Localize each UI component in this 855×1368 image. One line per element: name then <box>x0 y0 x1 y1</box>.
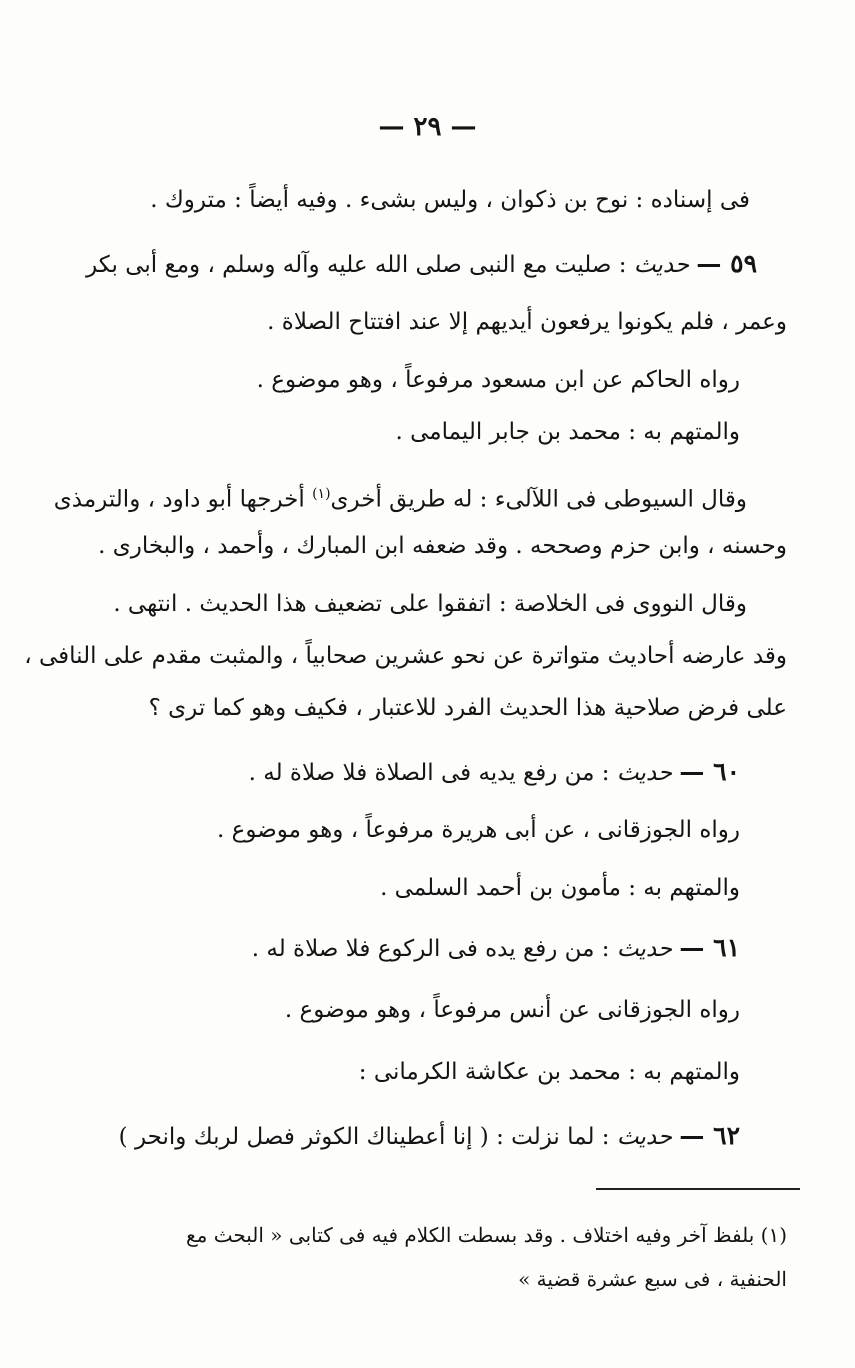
footnote-line-1: (١) بلفظ آخر وفيه اختلاف . وقد بسطت الكلام فيه فى كتابى « البحث مع <box>185 1223 787 1247</box>
hadith-60-line: ٦٠ — حديث : من رفع يديه فى الصلاة فلا صلاة له . <box>248 757 740 786</box>
hadith-59-line: ٥٩ — حديث : صليت مع النبى صلى الله عليه وآله وسلم ، ومع أبى بكر <box>86 249 757 278</box>
text-line: رواه الحاكم عن ابن مسعود مرفوعاً ، وهو موضوع . <box>256 367 740 393</box>
text-line: رواه الجوزقانى عن أنس مرفوعاً ، وهو موضوع . <box>284 997 740 1023</box>
hadith-61-line: ٦١ — حديث : من رفع يده فى الركوع فلا صلاة له . <box>251 933 740 962</box>
footnote-marker: (١) <box>312 486 331 502</box>
text-line: رواه الجوزقانى ، عن أبى هريرة مرفوعاً ، وهو موضوع . <box>217 817 740 843</box>
hadith-62-line: ٦٢ — حديث : لما نزلت : ( إنا أعطيناك الكوثر فصل لربك وانحر ) <box>118 1121 740 1150</box>
page-number: — ٢٩ — <box>378 112 477 142</box>
hadith-number: ٦٠ — <box>679 757 740 786</box>
text-line: فى إسناده : نوح بن ذكوان ، وليس بشىء . وفيه أيضاً : متروك . <box>150 187 750 213</box>
footnote-line-2: الحنفية ، فى سبع عشرة قضية » <box>518 1267 787 1291</box>
hadith-number: ٥٩ — <box>696 249 757 278</box>
text-line: وعمر ، فلم يكونوا يرفعون أيديهم إلا عند افتتاح الصلاة . <box>267 309 787 335</box>
text-line: وقال السيوطى فى اللآلىء : له طريق أخرى$^{(١)}$ أخرجها أبو داود ، والترمذى <box>53 486 747 513</box>
hadith-label: حديث <box>633 252 690 278</box>
text-line: والمتهم به : مأمون بن أحمد السلمى . <box>380 875 740 901</box>
hadith-label: حديث <box>616 936 673 962</box>
text-line: وحسنه ، وابن حزم وصححه . وقد ضعفه ابن المبارك ، وأحمد ، والبخارى . <box>98 533 787 559</box>
hadith-label: حديث <box>616 1124 673 1150</box>
text-line: والمتهم به : محمد بن عكاشة الكرمانى : <box>358 1059 740 1085</box>
hadith-number: ٦٢ — <box>679 1121 740 1150</box>
text-line: وقد عارضه أحاديث متواترة عن نحو عشرين صحابياً ، والمثبت مقدم على النافى ، <box>24 643 787 669</box>
text-line: وقال النووى فى الخلاصة : اتفقوا على تضعيف هذا الحديث . انتهى . <box>113 591 747 617</box>
hadith-number: ٦١ — <box>679 933 740 962</box>
text-line: والمتهم به : محمد بن جابر اليمامى . <box>395 419 740 445</box>
text-line: على فرض صلاحية هذا الحديث الفرد للاعتبار ، فكيف وهو كما ترى ؟ <box>148 695 787 721</box>
footnote-separator <box>596 1188 800 1190</box>
hadith-label: حديث <box>616 760 673 786</box>
